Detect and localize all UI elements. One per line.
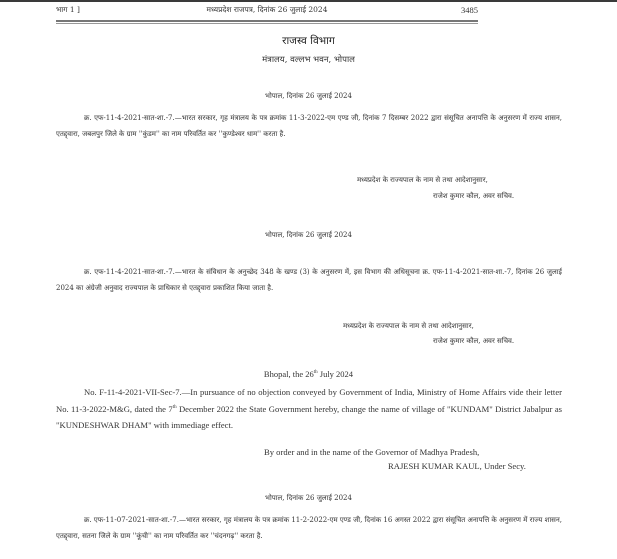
notice-1-body [56, 110, 562, 142]
header-rule-top [56, 20, 478, 22]
notice-4-text: क्र. एफ-11-07-2021-सात-शा.-7.—भारत सरकार, गृह मंत्रालय के पत्र क्रमांक 11-2-2022-एम एण्ड जी, दिनांक 16 अगस्त 2022 द्वारा संसूचित अनापत्ति के अनुसरण में राज्य शासन, एतद्द्वारा, सतना जिले के ग्राम ''कूंची'' का नाम परिवर्तित कर ''चंदनगढ़'' करता है. [56, 516, 562, 540]
header-rule-bottom [56, 23, 478, 24]
notice-4-dateline: भोपाल, दिनांक 26 जुलाई 2024 [265, 494, 352, 502]
notice-2-signatory: राजेश कुमार कौल, अवर सचिव. [433, 337, 515, 345]
top-border [0, 0, 617, 2]
notice-2-text: क्र. एफ-11-4-2021-सात-शा.-7.—भारत के संविधान के अनुच्छेद 348 के खण्ड (3) के अनुसरण में, इस विभाग की अधिसूचना क्र. एफ-11-4-2021-सात-शा.-7, दिनांक 26 जुलाई 2024 का अंग्रेजी अनुवाद राज्यपाल के प्राधिकार से एतद्द्वारा प्रकाशित किया जाता है. [56, 268, 562, 292]
notice-2-order-line: मध्यप्रदेश के राज्यपाल के नाम से तथा आदेशानुसार, [343, 322, 474, 330]
gazette-header [56, 4, 478, 18]
notice-3-signatory: RAJESH KUMAR KAUL, Under Secy. [388, 461, 526, 471]
notice-3-order-line: By order and in the name of the Governor of Madhya Pradesh, [264, 447, 480, 457]
part-label: भाग 1 ] [56, 5, 80, 14]
department-name: राजस्व विभाग [282, 35, 335, 47]
notice-1-text: क्र. एफ-11-4-2021-सात-शा.-7.—भारत सरकार, गृह मंत्रालय के पत्र क्रमांक 11-3-2022-एम एण्ड जी, दिनांक 7 दिसम्बर 2022 द्वारा संसूचित अनापत्ति के अनुसरण में राज्य शासन, एतद्द्वारा, जबलपुर जिले के ग्राम ''कुंडम'' का नाम परिवर्तित कर ''कुण्डेश्वर धाम'' करता है. [56, 114, 562, 138]
notice-2-body [56, 264, 562, 296]
notice-4-body [56, 512, 562, 544]
gazette-title: मध्यप्रदेश राजपत्र, दिनांक 26 जुलाई 2024 [206, 5, 328, 14]
department-address: मंत्रालय, वल्लभ भवन, भोपाल [262, 55, 355, 65]
notice-3-dateline: Bhopal, the 26th July 2024 [263, 369, 354, 379]
page-number: 3485 [461, 5, 478, 15]
notice-1-signatory: राजेश कुमार कौल, अवर सचिव. [433, 192, 515, 200]
notice-2-dateline: भोपाल, दिनांक 26 जुलाई 2024 [265, 231, 352, 239]
notice-1-dateline: भोपाल, दिनांक 26 जुलाई 2024 [265, 92, 352, 100]
notice-3-body: No. F-11-4-2021-VII-Sec-7.—In pursuance of no objection conveyed by Government of India, Ministry of Home Affairs vide their letter No. 11-3-2022-M&G, dated the 7th December 2022 the State Government hereby, change the name of village of "KUNDAM" District Jabalpur as "KUNDESHWAR DHAM" with immediage effect. [56, 387, 562, 430]
notice-1-order-line: मध्यप्रदेश के राज्यपाल के नाम से तथा आदेशानुसार, [357, 176, 488, 184]
